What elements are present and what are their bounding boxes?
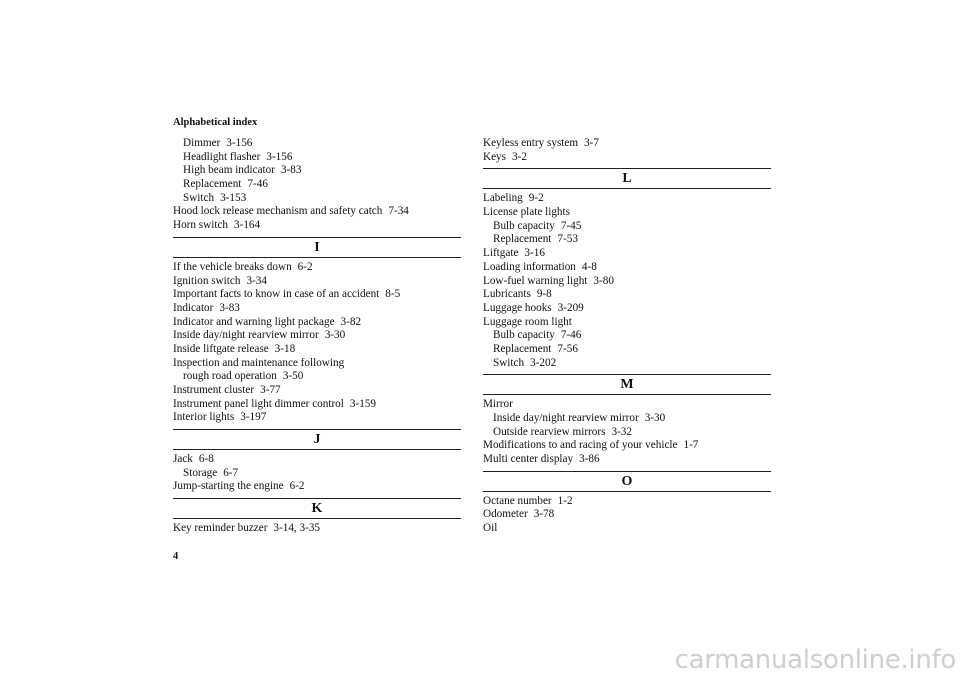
index-entry xyxy=(483,247,771,261)
index-entry xyxy=(483,522,771,536)
entry-text: Key reminder buzzer xyxy=(173,522,268,535)
entry-text: Luggage room light xyxy=(483,315,572,328)
index-entry xyxy=(173,205,461,219)
entry-page-ref: 3-82 xyxy=(340,315,362,328)
entry-text: Indicator xyxy=(173,301,214,314)
entry-text: Switch xyxy=(493,356,525,369)
index-entry xyxy=(483,316,771,330)
entry-text: Inside liftgate release xyxy=(173,342,269,355)
entry-page-ref: 6-2 xyxy=(297,260,313,273)
index-entry xyxy=(173,343,461,357)
index-entry xyxy=(483,302,771,316)
entry-page-ref: 3-156 xyxy=(266,150,293,163)
index-column-right xyxy=(483,137,771,536)
index-entry xyxy=(173,398,461,412)
entry-page-ref: 3-14, 3-35 xyxy=(273,522,321,535)
index-entry xyxy=(173,329,461,343)
entry-page-ref: 3-197 xyxy=(240,411,267,424)
entry-text: Important facts to know in case of an accident xyxy=(173,288,380,301)
index-entry xyxy=(173,302,461,316)
entry-text: Bulb capacity xyxy=(493,329,555,342)
entry-text: Replacement xyxy=(493,342,552,355)
entry-page-ref: 7-46 xyxy=(560,329,582,342)
entry-text: Replacement xyxy=(493,233,552,246)
letter-heading-i: I xyxy=(173,237,461,258)
entry-text: Low-fuel warning light xyxy=(483,274,588,287)
entry-text: Horn switch xyxy=(173,219,228,232)
index-entry xyxy=(173,384,461,398)
entry-text: Inside day/night rearview mirror xyxy=(493,412,639,424)
index-entry xyxy=(173,288,461,302)
entry-text: Switch xyxy=(183,191,215,204)
index-entry xyxy=(173,522,461,536)
entry-page-ref: 3-202 xyxy=(530,356,557,369)
watermark-text: carmanualsonline.info xyxy=(674,645,956,675)
entry-page-ref: 6-8 xyxy=(198,453,214,466)
entry-text: Modifications to and racing of your vehicle xyxy=(483,439,678,452)
index-entry xyxy=(173,453,461,467)
index-entry xyxy=(483,151,771,165)
entry-text: Hood lock release mechanism and safety catch xyxy=(173,205,383,218)
entry-text: If the vehicle breaks down xyxy=(173,260,292,273)
index-subentry xyxy=(173,467,461,481)
entry-page-ref: 3-77 xyxy=(260,384,281,396)
index-subentry xyxy=(483,329,771,343)
index-entry xyxy=(483,261,771,275)
index-entry xyxy=(483,439,771,453)
entry-text: Instrument panel light dimmer control xyxy=(173,397,344,410)
entry-page-ref: 3-86 xyxy=(579,453,600,466)
entry-text: Liftgate xyxy=(483,247,519,260)
entry-page-ref: 3-34 xyxy=(246,274,267,287)
index-subentry xyxy=(173,151,461,165)
entry-text: High beam indicator xyxy=(183,164,275,177)
index-entry xyxy=(483,453,771,467)
index-entry xyxy=(173,357,461,371)
entry-page-ref: 3-164 xyxy=(234,219,261,232)
index-subentry xyxy=(173,192,461,206)
index-subentry xyxy=(173,164,461,178)
entry-text: Headlight flasher xyxy=(183,150,261,163)
entry-page-ref: 3-156 xyxy=(226,137,253,149)
index-column-left xyxy=(173,137,461,536)
entry-page-ref: 3-30 xyxy=(324,329,346,342)
index-subentry xyxy=(483,343,771,357)
index-subentry xyxy=(483,357,771,371)
entry-text: License plate lights xyxy=(483,206,570,219)
entry-page-ref: 7-56 xyxy=(557,342,578,355)
entry-text: Jump-starting the engine xyxy=(173,480,284,493)
entry-page-ref: 3-153 xyxy=(220,191,247,204)
entry-page-ref: 4-8 xyxy=(581,260,597,273)
entry-page-ref: 3-32 xyxy=(611,425,632,438)
entry-text: Replacement xyxy=(183,178,242,191)
entry-page-ref: 3-83 xyxy=(219,301,240,314)
entry-page-ref: 6-7 xyxy=(223,466,239,479)
entry-page-ref: 3-18 xyxy=(274,342,296,355)
entry-text: Jack xyxy=(173,453,193,466)
letter-heading-o: O xyxy=(483,471,771,492)
index-entry xyxy=(483,192,771,206)
index-entry xyxy=(483,206,771,220)
entry-text: Inspection and maintenance following xyxy=(173,356,345,369)
entry-text: Keyless entry system xyxy=(483,137,579,149)
entry-text: Odometer xyxy=(483,508,528,521)
entry-text: Octane number xyxy=(483,494,552,507)
entry-text: Luggage hooks xyxy=(483,301,552,314)
index-entry xyxy=(173,411,461,425)
entry-text: Interior lights xyxy=(173,411,235,424)
entry-page-ref: 3-16 xyxy=(524,247,545,260)
entry-page-ref: 3-7 xyxy=(584,137,599,149)
entry-page-ref: 1-2 xyxy=(557,494,573,507)
entry-text: Labeling xyxy=(483,192,523,205)
entry-text: Mirror xyxy=(483,398,513,411)
entry-text: Multi center display xyxy=(483,453,574,466)
entry-page-ref: 7-46 xyxy=(247,178,268,191)
index-subentry xyxy=(173,370,461,384)
index-entry xyxy=(483,288,771,302)
index-entry xyxy=(483,398,771,412)
index-entry xyxy=(483,137,771,151)
entry-text: Keys xyxy=(483,150,506,163)
index-subentry xyxy=(483,426,771,440)
entry-page-ref: 3-80 xyxy=(593,274,614,287)
index-subentry xyxy=(173,178,461,192)
index-entry xyxy=(483,495,771,509)
entry-text: Loading information xyxy=(483,260,576,273)
entry-page-ref: 7-45 xyxy=(560,219,582,232)
letter-heading-k: K xyxy=(173,498,461,519)
entry-text: Ignition switch xyxy=(173,274,241,287)
page-number: 4 xyxy=(173,551,179,562)
entry-page-ref: 9-8 xyxy=(536,288,552,301)
entry-text: Outside rearview mirrors xyxy=(493,425,606,438)
entry-text: Lubricants xyxy=(483,288,531,301)
entry-page-ref: 3-209 xyxy=(557,301,584,314)
entry-text: Indicator and warning light package xyxy=(173,315,335,328)
entry-page-ref: 3-78 xyxy=(533,508,555,521)
index-entry xyxy=(173,480,461,494)
entry-page-ref: 1-7 xyxy=(683,439,699,452)
entry-text: Storage xyxy=(183,466,218,479)
index-entry xyxy=(173,261,461,275)
index-subentry xyxy=(483,220,771,234)
entry-text: Dimmer xyxy=(183,137,221,149)
entry-page-ref: 9-2 xyxy=(528,192,544,205)
page-header-title: Alphabetical index xyxy=(173,117,258,128)
index-entry xyxy=(483,508,771,522)
letter-heading-l: L xyxy=(483,168,771,189)
letter-heading-m: M xyxy=(483,374,771,395)
index-entry xyxy=(483,275,771,289)
letter-heading-j: J xyxy=(173,429,461,450)
entry-page-ref: 3-83 xyxy=(280,164,302,177)
entry-page-ref: 3-159 xyxy=(349,397,376,410)
entry-page-ref: 3-50 xyxy=(282,370,304,383)
entry-text: rough road operation xyxy=(183,370,277,383)
entry-page-ref: 7-34 xyxy=(388,205,409,218)
entry-page-ref: 3-2 xyxy=(512,150,527,163)
index-subentry xyxy=(173,137,461,151)
entry-page-ref: 6-2 xyxy=(289,480,305,493)
entry-text: Inside day/night rearview mirror xyxy=(173,329,319,342)
index-entry xyxy=(173,219,461,233)
entry-page-ref: 7-53 xyxy=(557,233,578,246)
entry-text: Instrument cluster xyxy=(173,384,255,396)
entry-text: Oil xyxy=(483,522,498,535)
entry-page-ref: 8-5 xyxy=(385,288,401,301)
index-subentry xyxy=(483,412,771,426)
entry-text: Bulb capacity xyxy=(493,219,555,232)
entry-page-ref: 3-30 xyxy=(644,412,666,424)
index-entry xyxy=(173,275,461,289)
index-entry xyxy=(173,316,461,330)
index-subentry xyxy=(483,233,771,247)
